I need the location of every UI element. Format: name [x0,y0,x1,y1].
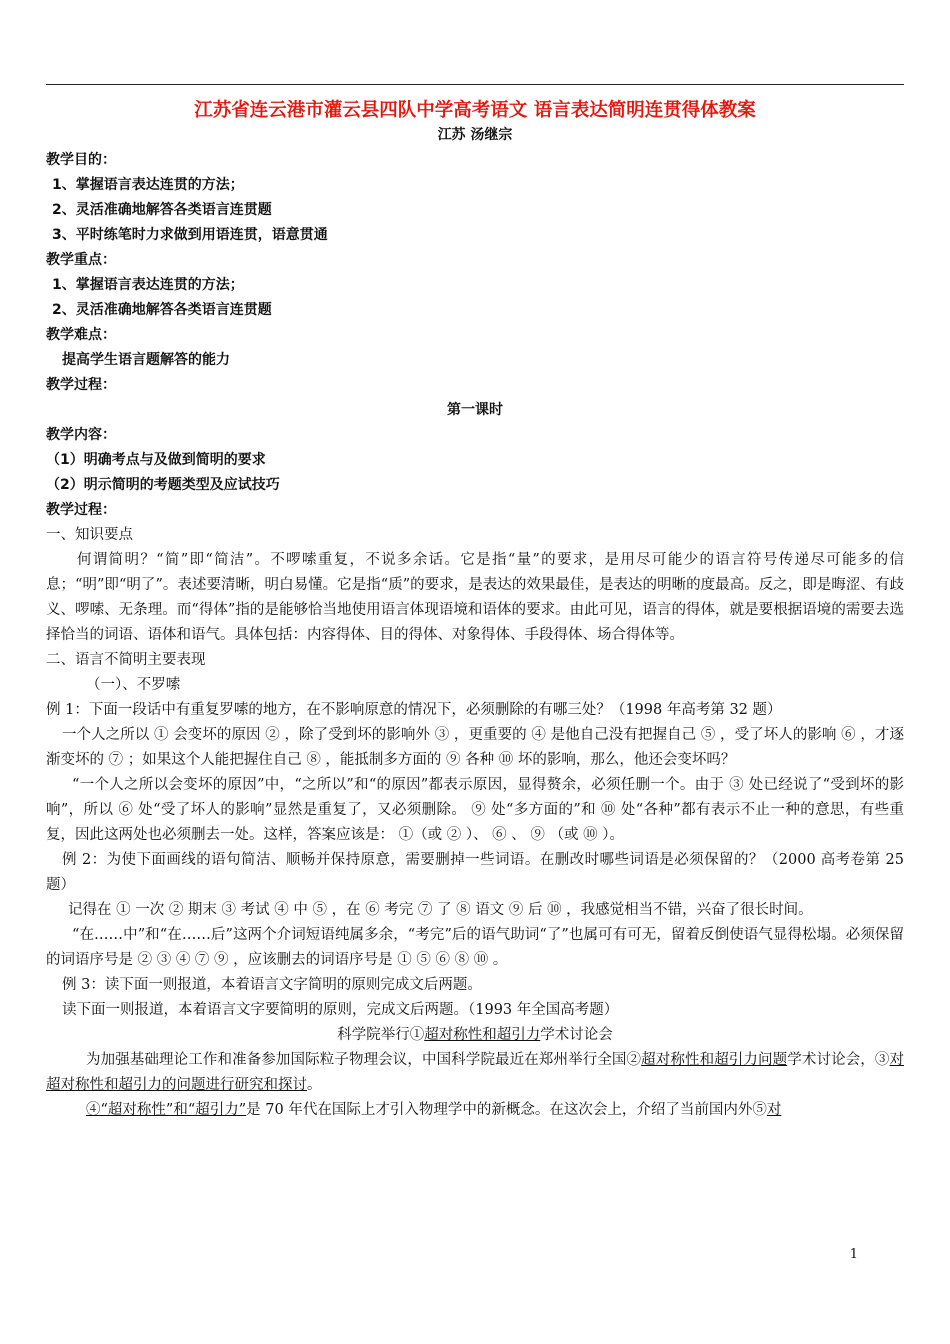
doc-title: 江苏省连云港市灌云县四队中学高考语文 语言表达简明连贯得体教案 [194,100,756,121]
example-2-question: 例 2：为使下面画线的语句简洁、顺畅并保持原意，需要删掉一些词语。在删改时哪些词语是必须保留的？（2000 高考卷第 25 题） [46,852,904,893]
difficulty-label: 教学难点： [46,327,116,343]
doc-author: 江苏 汤继宗 [437,127,513,143]
example-2-text: 记得在 ① 一次 ② 期末 ③ 考试 ④ 中 ⑤ ，在 ⑥ 考完 ⑦ 了 ⑧ 语文 ⑨ 后 ⑩ ，我感觉相当不错，兴奋了很长时间。 [68,902,813,918]
news-p1-underlined-2: 对超对称性和超引力的问题进行研究和探讨 [46,1052,905,1093]
content-label: 教学内容： [46,427,116,443]
header-rule [46,84,904,85]
goal-item: 3、平时练笔时力求做到用语连贯，语意贯通 [52,227,328,243]
section-heading-1: 一、知识要点 [46,527,133,543]
section-1-paragraph: 何谓简明？“简”即“简洁”。不啰嗦重复，不说多余话。它是指“量”的要求，是用尽可能少的语言符号传递尽可能多的信息；“明”即“明了”。表述要清晰，明白易懂。它是指“质”的要求，是表达的效果最佳，是表达的明晰的度最高。反之，即是晦涩、有歧义、啰嗦、无条理。而“得体”指的是能够恰当地使用语言体现语境和语体的要求。由此可见，语言的得体，就是要根据语境的需要去选择恰当的词语、语体和语气。具体包括：内容得体、目的得体、对象得体、手段得体、场合得体等。 [46,552,904,643]
content-item: （2）明示简明的考题类型及应试技巧 [46,477,280,493]
goals-label: 教学目的： [46,152,116,168]
page-number: 1 [849,1247,858,1262]
goal-item: 1、掌握语言表达连贯的方法； [52,177,244,193]
goal-item: 2、灵活准确地解答各类语言连贯题 [52,202,272,218]
news-p2-text: 是 70 年代在国际上才引入物理学中的新概念。在这次会上，介绍了当前国内外⑤ [246,1102,767,1118]
process-label-2: 教学过程： [46,502,116,518]
lesson-title: 第一课时 [447,402,503,418]
news-title-prefix: 科学院举行① [337,1027,425,1043]
news-p1-text-c: 。 [307,1077,322,1093]
example-1-answer: “一个人之所以会变坏的原因”中，“之所以”和“的原因”都表示原因，显得赘余，必须任删一个。由于 ③ 处已经说了“受到坏的影响”，所以 ⑥ 处“受了坏人的影响”显然是重复了，又必须删除。 ⑨ 处“多方面的”和 ⑩ 处“各种”都有表示不止一种的意思，有些重复，因此这两处也必须删去一处。这样，答案应该是： ①（或 ② ）、 ⑥ 、 ⑨ （或 ⑩ ）。 [46,777,904,843]
example-1-text: 一个人之所以 ① 会变坏的原因 ② ，除了受到坏的影响外 ③ ，更重要的 ④ 是他自己没有把握自己 ⑤ ，受了坏人的影响 ⑥ ，才逐渐变坏的 ⑦ ；如果这个人能把握住自己 ⑧ ，能抵制多方面的 ⑨ 各种 ⑩ 坏的影响，那么，他还会变坏吗？ [46,727,904,768]
key-label: 教学重点： [46,252,116,268]
news-p2-underlined-1: ④“超对称性”和“超引力” [86,1102,247,1118]
key-item: 2、灵活准确地解答各类语言连贯题 [52,302,272,318]
news-p1-text-b: 学术讨论会，③ [787,1052,890,1068]
example-3-question: 例 3：读下面一则报道，本着语言文字简明的原则完成文后两题。 [62,977,482,993]
subsection-heading: （一）、不罗嗦 [86,677,181,693]
example-1-question: 例 1：下面一段话中有重复罗嗦的地方，在不影响原意的情况下，必须删除的有哪三处？（1998 年高考第 32 题） [46,702,782,718]
news-p1-text-a: 为加强基础理论工作和准备参加国际粒子物理会议，中国科学院最近在郑州举行全国② [86,1052,642,1068]
news-paragraph-1 [46,1048,904,1098]
difficulty-text: 提高学生语言题解答的能力 [62,352,230,368]
content-item: （1）明确考点与及做到简明的要求 [46,452,266,468]
process-label: 教学过程： [46,377,116,393]
key-item: 1、掌握语言表达连贯的方法； [52,277,244,293]
news-p2-underlined-2: 对 [766,1102,782,1118]
example-3-instruction: 读下面一则报道，本着语言文字要简明的原则，完成文后两题。（1993 年全国高考题） [62,1002,619,1018]
news-p1-underlined-1: 超对称性和超引力问题 [641,1052,788,1068]
news-paragraph-2 [46,1098,904,1123]
example-2-answer: “在……中”和“在……后”这两个介词短语纯属多余，“考完”后的语气助词“了”也属可有可无，留着反倒使语气显得松塌。必须保留的词语序号是 ② ③ ④ ⑦ ⑨ ，应该删去的词语序号是 ① ⑤ ⑥ ⑧ ⑩ 。 [46,927,904,968]
news-title-suffix: 学术讨论会 [540,1027,613,1043]
news-title [46,1023,904,1048]
news-title-underlined: 超对称性和超引力 [424,1027,541,1043]
doc-body [46,148,904,1123]
section-heading-2: 二、语言不简明主要表现 [46,652,206,668]
